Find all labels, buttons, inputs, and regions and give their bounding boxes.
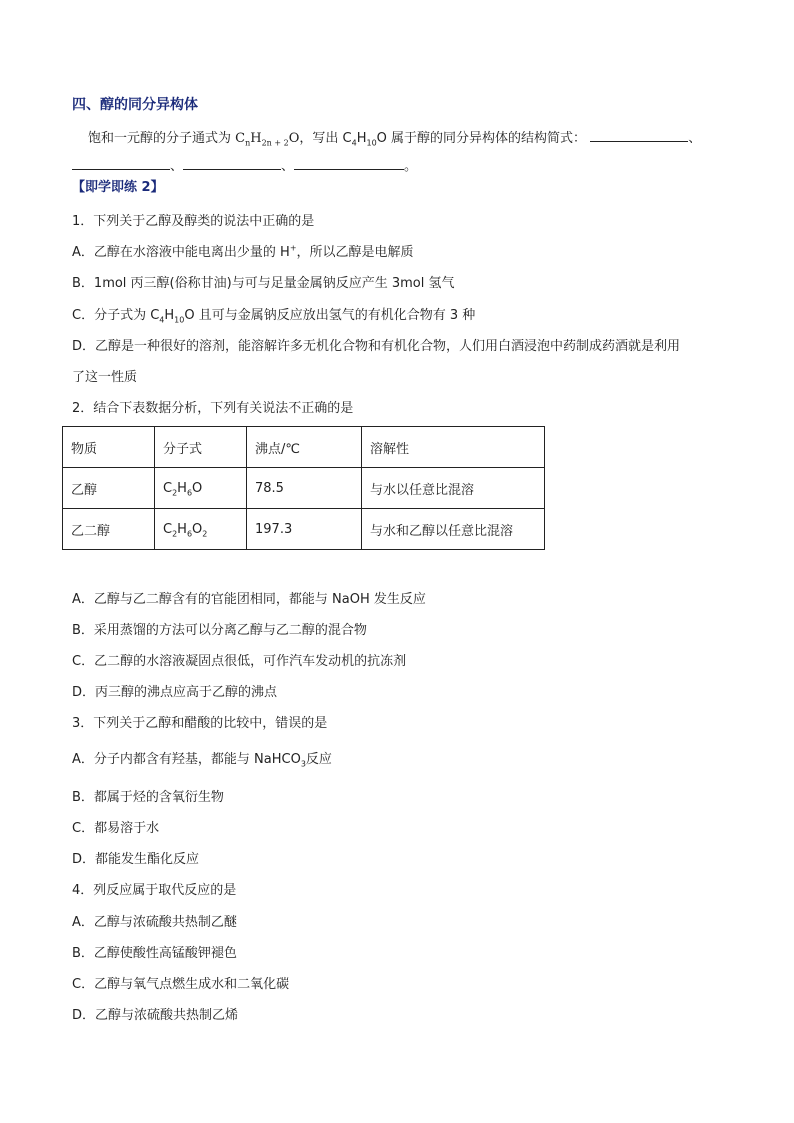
q4-option-b[interactable]: B．乙醇使酸性高锰酸钾褪色 bbox=[72, 946, 237, 961]
q1-option-d-cont: 了这一性质 bbox=[72, 370, 138, 385]
formula-c4-prefix: ，写出 C bbox=[299, 131, 352, 146]
table-cell-bp: 78.5 bbox=[247, 468, 362, 509]
table-header-cell: 分子式 bbox=[155, 427, 247, 468]
q2-stem: 2．结合下表数据分析，下列有关说法不正确的是 bbox=[72, 401, 354, 416]
instruction-text: O 属于醇的同分异构体的结构简式： bbox=[376, 131, 587, 146]
q3-option-b[interactable]: B．都属于烃的含氧衍生物 bbox=[72, 790, 224, 805]
q4-option-c[interactable]: C．乙醇与氧气点燃生成水和二氧化碳 bbox=[72, 977, 290, 992]
answer-blank-1[interactable] bbox=[590, 127, 688, 142]
q1-option-a[interactable]: A．乙醇在水溶液中能电离出少量的 H+，所以乙醇是电解质 bbox=[72, 243, 414, 260]
table-cell-formula: $C_2H_6O$ bbox=[155, 468, 247, 509]
table-cell-solubility: 与水以任意比混溶 bbox=[362, 468, 545, 509]
q4-stem: 4．列反应属于取代反应的是 bbox=[72, 883, 237, 898]
q1-option-b[interactable]: B．1mol 丙三醇(俗称甘油)与可与足量金属钠反应产生 3mol 氢气 bbox=[72, 276, 455, 291]
data-table bbox=[62, 426, 545, 550]
table-cell-name: 乙醇 bbox=[63, 468, 155, 509]
q3-option-c[interactable]: C．都易溶于水 bbox=[72, 821, 160, 836]
answer-blank-3[interactable] bbox=[183, 155, 281, 170]
q3-stem: 3．下列关于乙醇和醋酸的比较中，错误的是 bbox=[72, 716, 328, 731]
table-row bbox=[63, 509, 545, 550]
table-header-cell: 沸点/℃ bbox=[247, 427, 362, 468]
section-text-line2: 、 、 。 bbox=[72, 155, 417, 177]
exercise-title: 【即学即练 2】 bbox=[72, 180, 164, 195]
q4-option-d[interactable]: D．乙醇与浓硫酸共热制乙烯 bbox=[72, 1008, 239, 1023]
table-row bbox=[63, 468, 545, 509]
q2-option-b[interactable]: B．采用蒸馏的方法可以分离乙醇与乙二醇的混合物 bbox=[72, 623, 367, 638]
general-formula-intro: 饱和一元醇的分子通式为 bbox=[88, 131, 236, 146]
table-cell-solubility: 与水和乙醇以任意比混溶 bbox=[362, 509, 545, 550]
section-text-line1: 饱和一元醇的分子通式为 $C_nH_{2n + 2}O$，写出 $C_4H_{10}O$ 属于醇的同分异构体的结构简式： 、 bbox=[88, 127, 701, 149]
table-header-row bbox=[63, 427, 545, 468]
q4-option-a[interactable]: A．乙醇与浓硫酸共热制乙醚 bbox=[72, 915, 237, 930]
q3-option-a[interactable]: A．分子内都含有羟基，都能与 NaHCO$_3$反应 bbox=[72, 752, 332, 769]
answer-blank-2[interactable] bbox=[72, 155, 170, 170]
q2-option-c[interactable]: C．乙二醇的水溶液凝固点很低，可作汽车发动机的抗冻剂 bbox=[72, 654, 407, 669]
table-cell-formula: $C_2H_6O_2$ bbox=[155, 509, 247, 550]
q1-option-d[interactable]: D．乙醇是一种很好的溶剂，能溶解许多无机化合物和有机化合物，人们用白酒浸泡中药制成药酒就是利用 bbox=[72, 339, 681, 354]
table-cell-bp: 197.3 bbox=[247, 509, 362, 550]
general-formula: $C_nH_{2n + 2}O$ bbox=[235, 131, 300, 148]
q2-option-d[interactable]: D．丙三醇的沸点应高于乙醇的沸点 bbox=[72, 685, 278, 700]
q2-option-a[interactable]: A．乙醇与乙二醇含有的官能团相同，都能与 NaOH 发生反应 bbox=[72, 592, 426, 607]
section-title: 四、醇的同分异构体 bbox=[72, 97, 198, 113]
table-header-cell: 溶解性 bbox=[362, 427, 545, 468]
q1-stem: 1．下列关于乙醇及醇类的说法中正确的是 bbox=[72, 214, 315, 229]
answer-blank-4[interactable] bbox=[294, 155, 404, 170]
q1-option-c[interactable]: C．分子式为 $C_4H_{10}O$ 且可与金属钠反应放出氢气的有机化合物有 3 种 bbox=[72, 308, 476, 325]
table-header-cell: 物质 bbox=[63, 427, 155, 468]
q3-option-d[interactable]: D．都能发生酯化反应 bbox=[72, 852, 200, 867]
table-cell-name: 乙二醇 bbox=[63, 509, 155, 550]
